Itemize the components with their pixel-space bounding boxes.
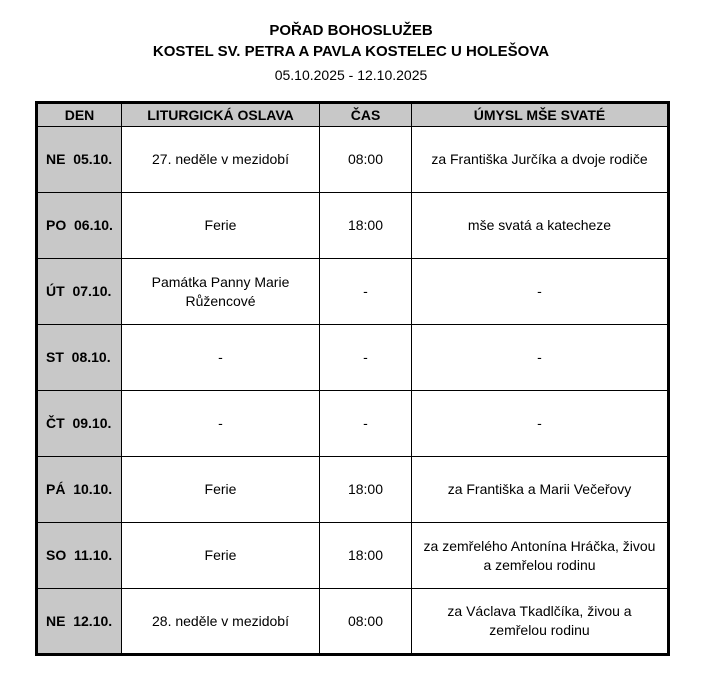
cell-cas: 18:00: [320, 457, 412, 523]
table-row: [37, 127, 669, 193]
cell-umysl: za Františka Jurčíka a dvoje rodiče: [412, 127, 669, 193]
table-row: [37, 193, 669, 259]
table-header-row: [37, 103, 669, 127]
schedule-table: [35, 101, 670, 656]
document-header: [35, 20, 667, 85]
cell-cas: -: [320, 325, 412, 391]
cell-oslava: Památka Panny Marie Růžencové: [122, 259, 320, 325]
table-row: [37, 523, 669, 589]
cell-den: PÁ 10.10.: [37, 457, 122, 523]
cell-cas: -: [320, 391, 412, 457]
cell-den: NE 05.10.: [37, 127, 122, 193]
cell-umysl: za zemřelého Antonína Hráčka, živou a zemřelou rodinu: [412, 523, 669, 589]
cell-oslava: Ferie: [122, 523, 320, 589]
cell-oslava: -: [122, 325, 320, 391]
col-header-liturgicka-oslava: LITURGICKÁ OSLAVA: [122, 103, 320, 127]
col-header-den: DEN: [37, 103, 122, 127]
table-row: [37, 457, 669, 523]
church-name: KOSTEL SV. PETRA A PAVLA KOSTELEC U HOLEŠOVA: [152, 43, 550, 60]
table-row: [37, 259, 669, 325]
col-header-umysl-mse-svate: ÚMYSL MŠE SVATÉ: [412, 103, 669, 127]
cell-cas: -: [320, 259, 412, 325]
cell-oslava: Ferie: [122, 457, 320, 523]
cell-umysl: -: [412, 391, 669, 457]
table-row: [37, 325, 669, 391]
date-range: 05.10.2025 - 12.10.2025: [274, 67, 428, 83]
cell-umysl: mše svatá a katecheze: [412, 193, 669, 259]
cell-cas: 08:00: [320, 127, 412, 193]
cell-oslava: Ferie: [122, 193, 320, 259]
cell-oslava: -: [122, 391, 320, 457]
cell-umysl: -: [412, 259, 669, 325]
cell-umysl: -: [412, 325, 669, 391]
cell-oslava: 28. neděle v mezidobí: [122, 589, 320, 655]
table-row: [37, 589, 669, 655]
table-row: [37, 391, 669, 457]
cell-den: NE 12.10.: [37, 589, 122, 655]
cell-cas: 18:00: [320, 523, 412, 589]
cell-cas: 18:00: [320, 193, 412, 259]
document-title: POŘAD BOHOSLUŽEB: [269, 22, 433, 39]
cell-den: ČT 09.10.: [37, 391, 122, 457]
cell-den: SO 11.10.: [37, 523, 122, 589]
cell-umysl: za Václava Tkadlčíka, živou a zemřelou rodinu: [412, 589, 669, 655]
cell-den: PO 06.10.: [37, 193, 122, 259]
cell-cas: 08:00: [320, 589, 412, 655]
cell-oslava: 27. neděle v mezidobí: [122, 127, 320, 193]
cell-den: ÚT 07.10.: [37, 259, 122, 325]
col-header-cas: ČAS: [320, 103, 412, 127]
cell-umysl: za Františka a Marii Večeřovy: [412, 457, 669, 523]
cell-den: ST 08.10.: [37, 325, 122, 391]
